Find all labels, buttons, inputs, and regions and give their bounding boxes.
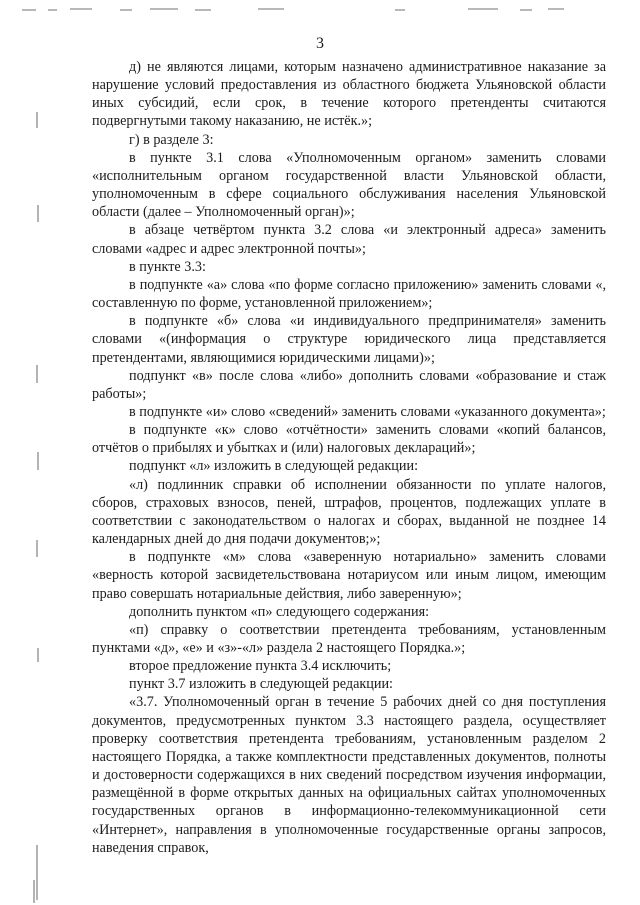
paragraph: в подпункте «и» слово «сведений» заменить словами «указанного документа»; [129,403,606,420]
paragraph: второе предложение пункта 3.4 исключить; [129,658,392,675]
paragraph: подпункт «в» после слова «либо» дополнить словами «образование и стаж работы»; [92,367,606,402]
paragraph: г) в разделе 3: [129,131,214,148]
paragraph: в подпункте «м» слова «заверенную нотариально» заменить словами «верность которой засвидетельствована нотариусом или иным лицом, имеющим право совершать нотариальные действия, либо заверенную»; [92,549,606,602]
paragraph: «л) подлинник справки об исполнении обязанности по уплате налогов, сборов, страховых взносов, пеней, штрафов, процентов, подлежащих уплате в соответствии с законодательством о налогах и сборах, выданной не позднее 14 календарных дней до дня подачи документов;»; [92,476,606,548]
document-body [92,58,606,857]
paragraph: д) не являются лицами, которым назначено административное наказание за нарушение условий предоставления из областного бюджета Ульяновской области иных субсидий, если срок, в течение которого претенденты считаются подвергнутыми такому наказанию, не истёк.»; [92,59,606,130]
paragraph: в подпункте «б» слова «и индивидуального предпринимателя» заменить словами «(информация о структуре юридического лица представляется претендентами, являющимися юридическими лицами)»; [92,313,606,366]
paragraph: в абзаце четвёртом пункта 3.2 слова «и электронный адреса» заменить словами «адрес и адрес электронной почты»; [92,222,606,257]
paragraph: подпункт «л» изложить в следующей редакции: [129,458,419,475]
paragraph: в подпункте «к» слово «отчётности» заменить словами «копий балансов, отчётов о прибылях и убытках и (или) налоговых деклараций»; [92,422,606,457]
paragraph: пункт 3.7 изложить в следующей редакции: [129,676,393,693]
scan-header-artifact [0,4,640,16]
paragraph: дополнить пунктом «п» следующего содержания: [129,603,430,620]
paragraph: «3.7. Уполномоченный орган в течение 5 рабочих дней со дня поступления документов, предусмотренных пунктом 3.3 настоящего раздела, осуществляет проверку соответствия претендента требованиям, установленным разделом 2 настоящего Порядка, а также комплектности представленных документов, полноты и достоверности содержащихся в них сведений посредством изучения информации, размещённой в форме открытых данных на официальных сайтах уполномоченных государственных органов в информационно-телекоммуникационной сети «Интернет», направления в уполномоченные государственные органы запросов, наведения справок, [92,694,606,856]
page-number: 3 [316,35,324,52]
paragraph: в пункте 3.1 слова «Уполномоченным органом» заменить словами «исполнительным органом государственной власти Ульяновской области, уполномоченным в сфере социального обслуживания населения Ульяновской области (далее – Уполномоченный орган)»; [92,149,606,221]
paragraph: в пункте 3.3: [129,258,206,275]
paragraph: «п) справку о соответствии претендента требованиям, установленным пунктами «д», «е» и «з»-«л» раздела 2 настоящего Порядка.»; [92,621,606,656]
paragraph: в подпункте «а» слова «по форме согласно приложению» заменить словами «, составленную по форме, установленной приложением»; [92,276,606,312]
